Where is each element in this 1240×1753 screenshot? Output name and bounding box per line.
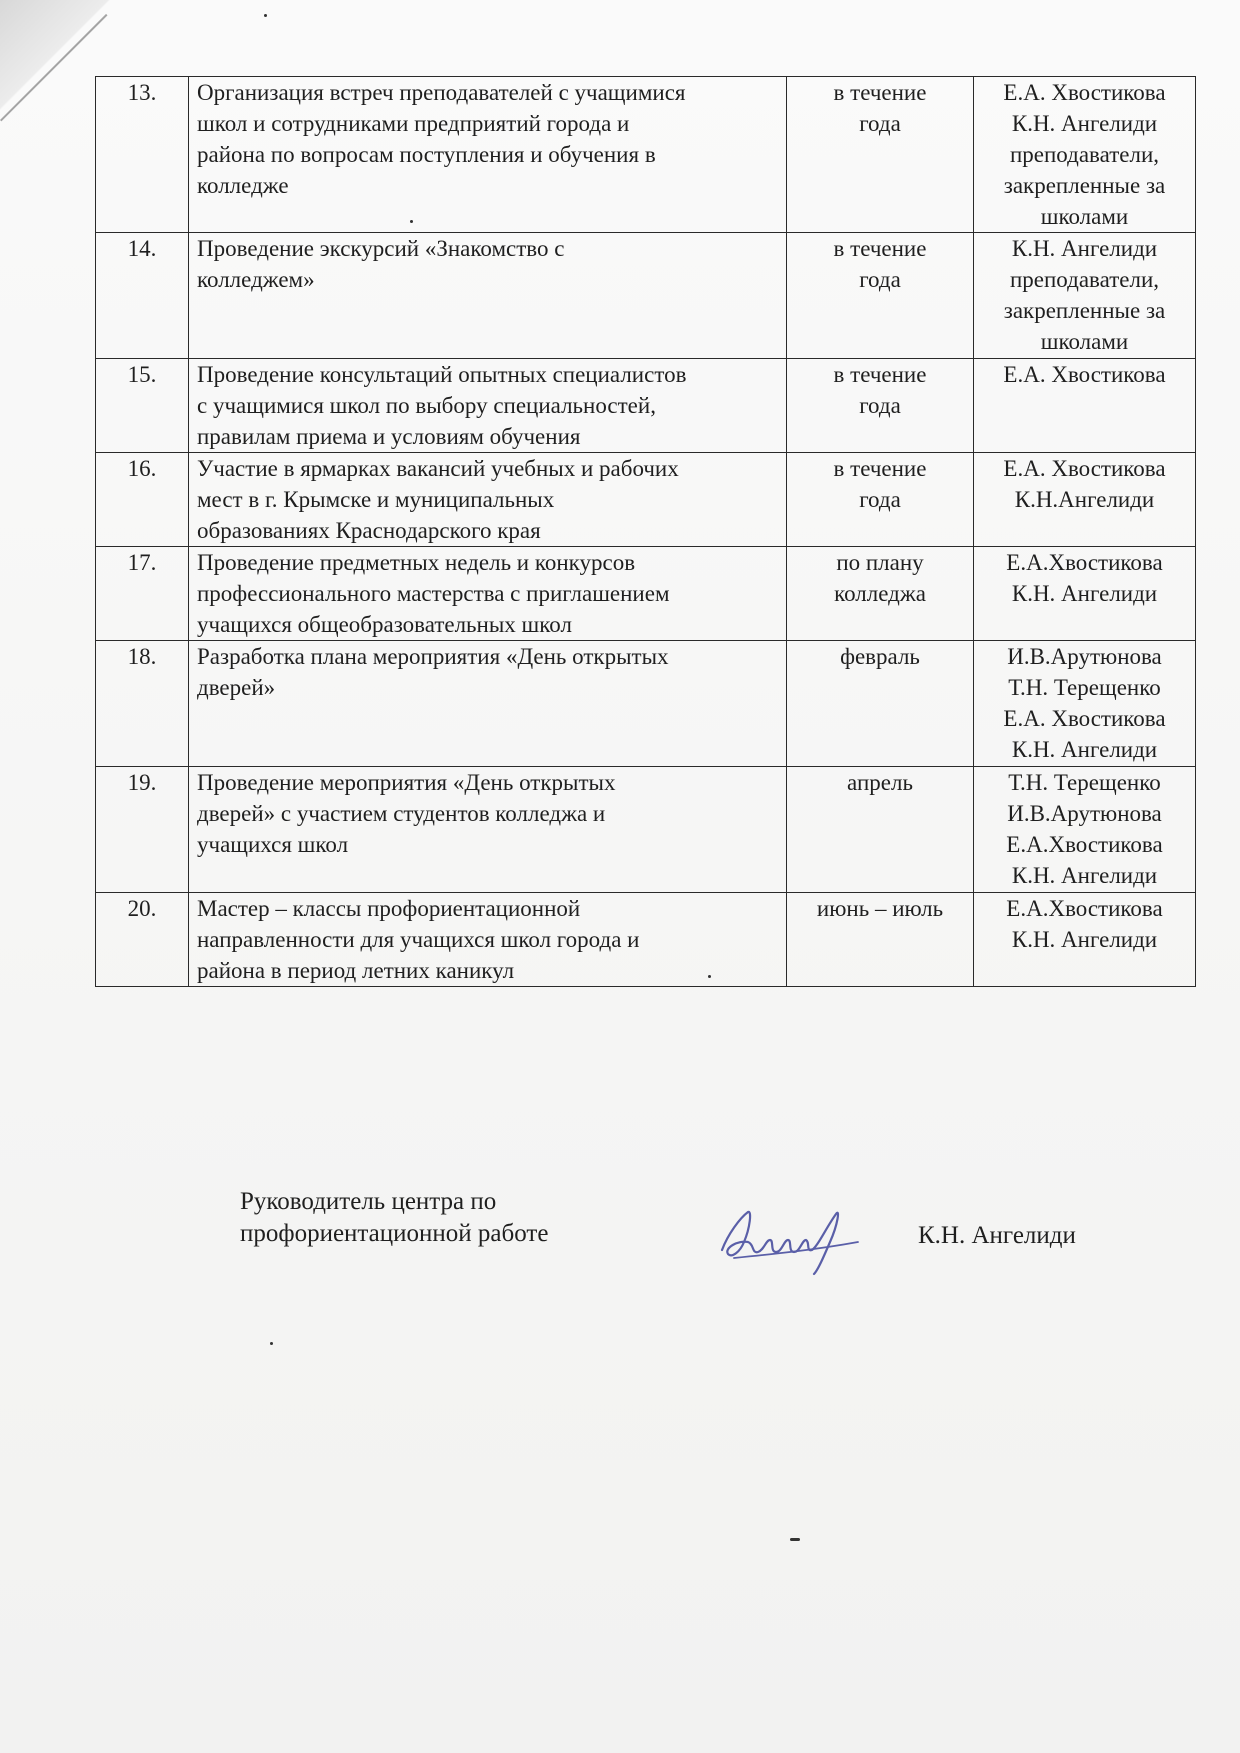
responsible-persons <box>974 547 1196 641</box>
description-line: колледже <box>197 173 289 198</box>
date-line: июнь – июль <box>816 896 944 921</box>
responsible-line: Е.А. Хвостикова <box>1003 456 1166 481</box>
description-line: района в период летних каникул <box>197 958 515 983</box>
scan-speck <box>410 220 413 223</box>
description-line: района по вопросам поступления и обучения в <box>197 142 656 167</box>
responsible-persons <box>974 77 1196 233</box>
responsible-line: преподаватели, <box>1009 142 1160 167</box>
date-line: в течение <box>833 80 927 105</box>
description-line: образованиях Краснодарского края <box>197 518 541 543</box>
date-line: апрель <box>847 770 913 795</box>
responsible-line: И.В.Арутюнова <box>1007 644 1162 669</box>
table-row <box>96 893 1196 987</box>
date-line: февраль <box>840 644 920 669</box>
scan-speck <box>264 14 267 17</box>
row-number: 18. <box>96 641 189 767</box>
responsible-line: преподаватели, <box>1009 267 1160 292</box>
event-description <box>189 233 787 359</box>
responsible-persons <box>974 641 1196 767</box>
event-date <box>787 453 974 547</box>
description-line: профессионального мастерства с приглашением <box>197 581 670 606</box>
responsible-line: К.Н. Ангелиди <box>1011 737 1158 762</box>
row-number: 13. <box>96 77 189 233</box>
responsible-line: Е.А. Хвостикова <box>1003 362 1166 387</box>
signature-title-line-2: профориентационной работе <box>240 1220 549 1247</box>
responsible-line: Е.А.Хвостикова <box>1006 832 1163 857</box>
row-number: 19. <box>96 767 189 893</box>
responsible-line: К.Н. Ангелиди <box>1011 863 1158 888</box>
responsible-line: Т.Н. Терещенко <box>1008 770 1161 795</box>
row-number: 15. <box>96 359 189 453</box>
table-row <box>96 359 1196 453</box>
date-line: колледжа <box>834 581 926 606</box>
row-number: 14. <box>96 233 189 359</box>
description-line: правилам приема и условиям обучения <box>197 424 581 449</box>
signature-title <box>240 1186 548 1250</box>
responsible-line: К.Н. Ангелиди <box>1011 581 1158 606</box>
date-line: года <box>859 393 901 418</box>
responsible-line: К.Н. Ангелиди <box>1011 236 1158 261</box>
handwritten-signature <box>714 1198 864 1276</box>
description-line: Участие в ярмарках вакансий учебных и рабочих <box>197 456 679 481</box>
event-description <box>189 77 787 233</box>
scan-speck <box>790 1538 800 1541</box>
description-line: направленности для учащихся школ города и <box>197 927 640 952</box>
event-date <box>787 359 974 453</box>
description-line: мест в г. Крымске и муниципальных <box>197 487 555 512</box>
responsible-persons <box>974 233 1196 359</box>
responsible-line: Е.А.Хвостикова <box>1006 896 1163 921</box>
responsible-line: К.Н. Ангелиди <box>1011 111 1158 136</box>
date-line: в течение <box>833 362 927 387</box>
description-line: Разработка плана мероприятия «День открытых <box>197 644 669 669</box>
table-row <box>96 547 1196 641</box>
responsible-persons <box>974 893 1196 987</box>
description-line: колледжем» <box>197 267 315 292</box>
description-line: Проведение консультаций опытных специалистов <box>197 362 687 387</box>
date-line: года <box>859 267 901 292</box>
description-line: дверей» <box>197 675 276 700</box>
description-line: учащихся общеобразовательных школ <box>197 612 572 637</box>
table-row <box>96 641 1196 767</box>
event-description <box>189 767 787 893</box>
responsible-line: школами <box>1040 204 1129 229</box>
event-date <box>787 233 974 359</box>
responsible-persons <box>974 453 1196 547</box>
description-line: Организация встреч преподавателей с учащимися <box>197 80 686 105</box>
signer-name: К.Н. Ангелиди <box>918 1222 1076 1249</box>
date-line: года <box>859 111 901 136</box>
description-line: Проведение экскурсий «Знакомство с <box>197 236 565 261</box>
responsible-line: Т.Н. Терещенко <box>1008 675 1161 700</box>
responsible-line: К.Н. Ангелиди <box>1011 927 1158 952</box>
responsible-line: Е.А. Хвостикова <box>1003 706 1166 731</box>
responsible-persons <box>974 767 1196 893</box>
responsible-line: И.В.Арутюнова <box>1007 801 1162 826</box>
event-description <box>189 547 787 641</box>
responsible-persons <box>974 359 1196 453</box>
description-line: Проведение мероприятия «День открытых <box>197 770 616 795</box>
description-line: с учащимися школ по выбору специальностей, <box>197 393 656 418</box>
responsible-line: закрепленные за <box>1003 173 1166 198</box>
description-line: Мастер – классы профориентационной <box>197 896 581 921</box>
table-row <box>96 453 1196 547</box>
responsible-line: К.Н.Ангелиди <box>1014 487 1155 512</box>
event-description <box>189 893 787 987</box>
description-line: школ и сотрудниками предприятий города и <box>197 111 630 136</box>
event-description <box>189 453 787 547</box>
row-number: 16. <box>96 453 189 547</box>
event-date <box>787 767 974 893</box>
scan-speck <box>270 1342 273 1345</box>
date-line: в течение <box>833 456 927 481</box>
responsible-line: закрепленные за <box>1003 298 1166 323</box>
responsible-line: школами <box>1040 329 1129 354</box>
event-date <box>787 77 974 233</box>
event-description <box>189 359 787 453</box>
date-line: в течение <box>833 236 927 261</box>
responsible-line: Е.А.Хвостикова <box>1006 550 1163 575</box>
row-number: 20. <box>96 893 189 987</box>
events-table-body <box>96 77 1196 987</box>
event-description <box>189 641 787 767</box>
table-row <box>96 77 1196 233</box>
table-row <box>96 767 1196 893</box>
event-date <box>787 547 974 641</box>
description-line: Проведение предметных недель и конкурсов <box>197 550 636 575</box>
scan-speck <box>708 975 711 978</box>
row-number: 17. <box>96 547 189 641</box>
signature-title-line-1: Руководитель центра по <box>240 1188 497 1215</box>
table-row <box>96 233 1196 359</box>
event-date <box>787 641 974 767</box>
responsible-line: Е.А. Хвостикова <box>1003 80 1166 105</box>
events-table <box>95 76 1196 987</box>
description-line: учащихся школ <box>197 832 349 857</box>
event-date <box>787 893 974 987</box>
description-line: дверей» с участием студентов колледжа и <box>197 801 606 826</box>
date-line: по плану <box>836 550 924 575</box>
date-line: года <box>859 487 901 512</box>
